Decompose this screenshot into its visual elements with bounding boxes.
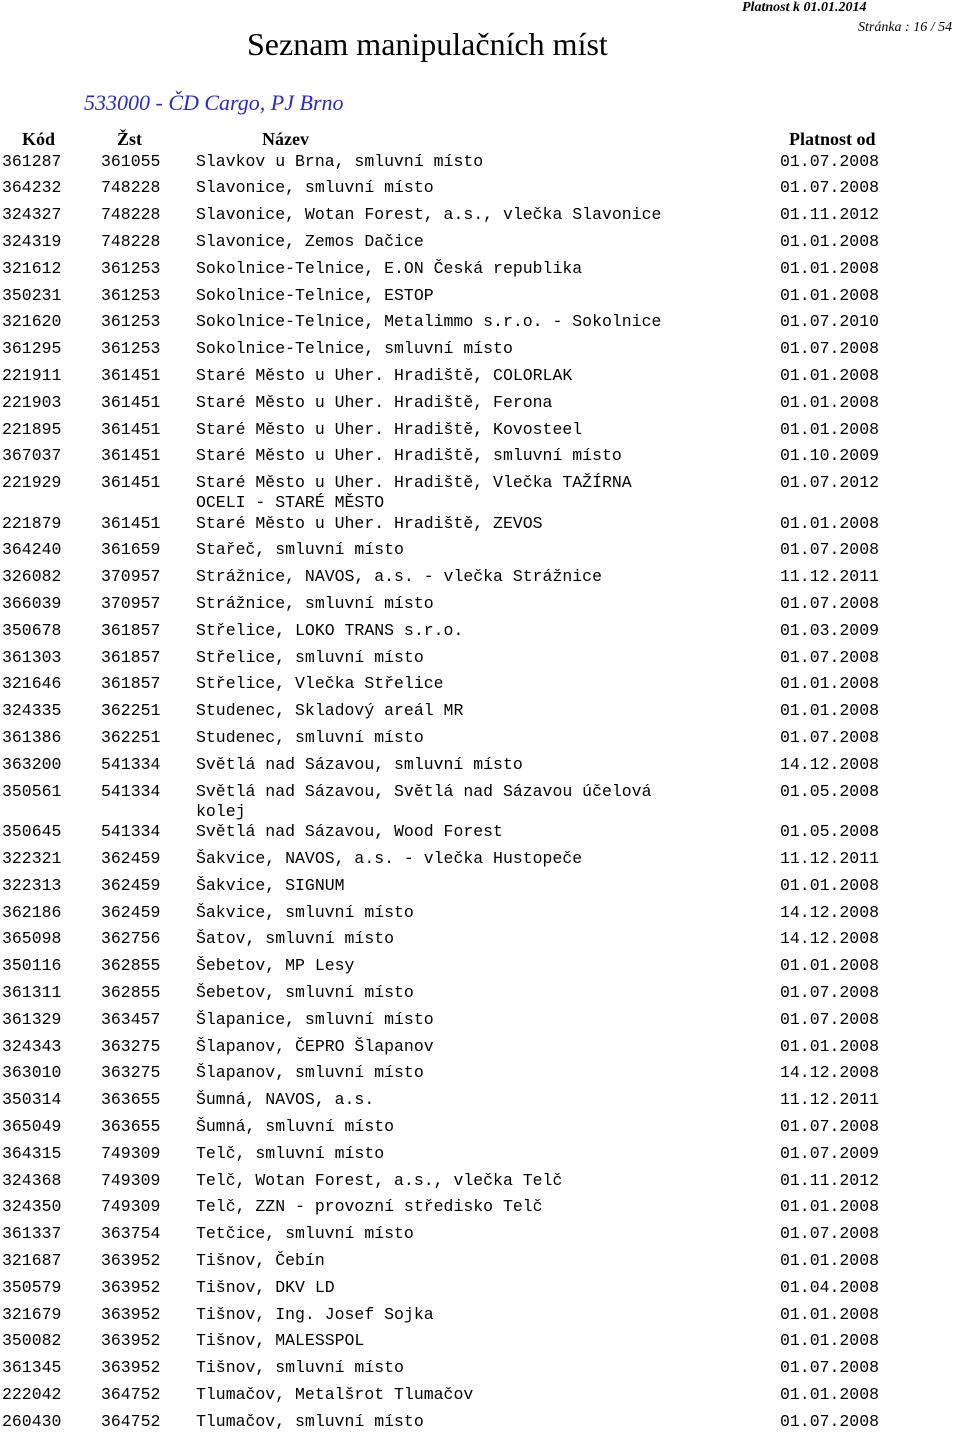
cell-nazev: Slavonice, smluvní místo: [196, 178, 434, 198]
cell-zst: 361253: [101, 258, 161, 278]
cell-zst: 748228: [101, 178, 161, 198]
cell-kod: 322313: [2, 875, 62, 895]
cell-platnost: 01.07.2008: [780, 982, 880, 1002]
cell-nazev: Tetčice, smluvní místo: [196, 1224, 414, 1244]
cell-zst: 363952: [101, 1358, 161, 1378]
cell-kod: 365049: [2, 1116, 62, 1136]
cell-zst: 748228: [101, 205, 161, 225]
cell-kod: 350579: [2, 1277, 62, 1297]
cell-platnost: 01.07.2009: [780, 1143, 880, 1163]
cell-zst: 363275: [101, 1063, 161, 1083]
cell-nazev: Studenec, smluvní místo: [196, 728, 424, 747]
cell-zst: 364752: [101, 1384, 161, 1404]
cell-kod: 324368: [2, 1170, 62, 1190]
cell-platnost: 01.10.2009: [780, 446, 880, 466]
cell-nazev: Tišnov, Ing. Josef Sojka: [196, 1304, 434, 1324]
cell-kod: 367037: [2, 446, 62, 466]
cell-nazev: Stařeč, smluvní místo: [196, 540, 404, 560]
cell-kod: 321679: [2, 1304, 62, 1324]
cell-kod: 350645: [2, 822, 62, 842]
cell-kod: 324350: [2, 1197, 62, 1217]
cell-platnost: 01.07.2008: [780, 1224, 880, 1244]
cell-zst: 541334: [101, 781, 161, 801]
cell-platnost: 01.01.2008: [780, 419, 880, 439]
cell-zst: 363655: [101, 1116, 161, 1136]
cell-zst: 363952: [101, 1277, 161, 1297]
cell-nazev: Šlapanov, smluvní místo: [196, 1063, 424, 1083]
cell-kod: 221879: [2, 513, 62, 533]
cell-zst: 363655: [101, 1090, 161, 1110]
column-header-zst: Žst: [117, 129, 143, 149]
cell-zst: 363952: [101, 1250, 161, 1270]
cell-zst: 362459: [101, 902, 161, 922]
cell-kod: 361287: [2, 151, 62, 171]
cell-kod: 361295: [2, 339, 62, 359]
cell-zst: 541334: [101, 754, 161, 774]
cell-zst: 362459: [101, 848, 161, 868]
cell-platnost: 01.07.2008: [780, 594, 880, 613]
cell-zst: 370957: [101, 567, 161, 587]
cell-nazev: Sokolnice-Telnice, smluvní místo: [196, 339, 513, 359]
page-number: Stránka : 16 / 54: [858, 20, 953, 35]
cell-nazev: Tišnov, DKV LD: [196, 1277, 335, 1297]
cell-platnost: 01.01.2008: [780, 1197, 880, 1217]
cell-platnost: 01.07.2008: [780, 1009, 880, 1029]
cell-nazev: Světlá nad Sázavou, Světlá nad Sázavou účelová kolej: [196, 781, 652, 821]
cell-platnost: 01.01.2008: [780, 392, 880, 412]
cell-nazev: Tišnov, smluvní místo: [196, 1358, 404, 1378]
cell-kod: 364240: [2, 540, 62, 560]
cell-platnost: 11.12.2011: [780, 1090, 880, 1110]
cell-kod: 366039: [2, 594, 62, 613]
cell-platnost: 01.05.2008: [780, 781, 880, 801]
cell-zst: 361451: [101, 446, 161, 466]
cell-kod: 350231: [2, 285, 62, 305]
cell-nazev: Světlá nad Sázavou, smluvní místo: [196, 754, 523, 774]
cell-platnost: 01.07.2008: [780, 151, 880, 171]
cell-kod: 260430: [2, 1411, 62, 1431]
cell-nazev: Šakvice, SIGNUM: [196, 875, 345, 895]
cell-platnost: 01.05.2008: [780, 822, 880, 842]
cell-nazev: Slavkov u Brna, smluvní místo: [196, 151, 484, 171]
cell-platnost: 01.03.2009: [780, 620, 880, 640]
cell-platnost: 01.01.2008: [780, 1384, 880, 1404]
cell-zst: 361451: [101, 392, 161, 412]
cell-zst: 362756: [101, 929, 161, 949]
cell-nazev: Sokolnice-Telnice, ESTOP: [196, 285, 434, 305]
cell-nazev: Šebetov, MP Lesy: [196, 956, 355, 976]
cell-kod: 221911: [2, 365, 62, 385]
cell-platnost: 01.01.2008: [780, 365, 880, 385]
cell-zst: 362855: [101, 982, 161, 1002]
cell-zst: 363457: [101, 1009, 161, 1029]
cell-kod: 365098: [2, 929, 62, 949]
cell-nazev: Staré Město u Uher. Hradiště, smluvní místo: [196, 446, 622, 466]
cell-platnost: 01.01.2008: [780, 674, 880, 694]
cell-platnost: 01.07.2008: [780, 1358, 880, 1378]
cell-nazev: Šakvice, smluvní místo: [196, 902, 414, 922]
organization-heading: 533000 - ČD Cargo, PJ Brno: [84, 90, 344, 115]
cell-zst: 361451: [101, 365, 161, 385]
cell-kod: 221895: [2, 419, 62, 439]
column-header-platnost: Platnost od: [789, 129, 876, 149]
cell-nazev: Světlá nad Sázavou, Wood Forest: [196, 822, 503, 842]
cell-zst: 361451: [101, 473, 161, 493]
cell-zst: 370957: [101, 594, 161, 613]
cell-platnost: 01.01.2008: [780, 1331, 880, 1351]
cell-kod: 362186: [2, 902, 62, 922]
cell-platnost: 14.12.2008: [780, 754, 880, 774]
cell-nazev: Šakvice, NAVOS, a.s. - vlečka Hustopeče: [196, 848, 583, 868]
page-title: Seznam manipulačních míst: [247, 26, 608, 62]
cell-kod: 324335: [2, 701, 62, 721]
cell-zst: 362855: [101, 956, 161, 976]
cell-zst: 364752: [101, 1411, 161, 1431]
cell-zst: 363952: [101, 1331, 161, 1351]
cell-nazev: Staré Město u Uher. Hradiště, COLORLAK: [196, 365, 573, 385]
cell-platnost: 01.07.2008: [780, 1411, 880, 1431]
cell-zst: 362251: [101, 701, 161, 721]
cell-platnost: 14.12.2008: [780, 929, 880, 949]
cell-kod: 222042: [2, 1384, 62, 1404]
cell-nazev: Strážnice, smluvní místo: [196, 594, 434, 613]
cell-kod: 326082: [2, 567, 62, 587]
cell-nazev: Střelice, Vlečka Střelice: [196, 674, 444, 694]
cell-zst: 363754: [101, 1224, 161, 1244]
cell-platnost: 01.07.2008: [780, 540, 880, 560]
cell-zst: 361253: [101, 285, 161, 305]
cell-kod: 321687: [2, 1250, 62, 1270]
cell-nazev: Šebetov, smluvní místo: [196, 982, 414, 1002]
cell-nazev: Šatov, smluvní místo: [196, 929, 395, 949]
cell-kod: 350314: [2, 1090, 62, 1110]
cell-zst: 361451: [101, 513, 161, 533]
cell-kod: 324319: [2, 231, 62, 251]
cell-zst: 363952: [101, 1304, 161, 1324]
cell-nazev: Sokolnice-Telnice, Metalimmo s.r.o. - Sokolnice: [196, 312, 662, 332]
cell-nazev: Strážnice, NAVOS, a.s. - vlečka Strážnice: [196, 567, 602, 587]
cell-kod: 321646: [2, 674, 62, 694]
cell-platnost: 01.01.2008: [780, 1304, 880, 1324]
cell-platnost: 01.07.2008: [780, 647, 880, 667]
cell-platnost: 01.01.2008: [780, 701, 880, 721]
cell-kod: 221903: [2, 392, 62, 412]
cell-kod: 321620: [2, 312, 62, 332]
cell-platnost: 01.07.2012: [780, 473, 880, 493]
validity-date: Platnost k 01.01.2014: [742, 0, 867, 15]
cell-platnost: 11.12.2011: [780, 567, 880, 587]
cell-platnost: 01.07.2008: [780, 339, 880, 359]
cell-kod: 324327: [2, 205, 62, 225]
cell-nazev: Telč, smluvní místo: [196, 1143, 385, 1163]
cell-kod: 350561: [2, 781, 62, 801]
cell-kod: 363200: [2, 754, 62, 774]
cell-nazev: Šumná, NAVOS, a.s.: [196, 1090, 375, 1110]
cell-platnost: 01.07.2010: [780, 312, 880, 332]
cell-kod: 361345: [2, 1358, 62, 1378]
cell-nazev: Tišnov, Čebín: [196, 1250, 325, 1270]
cell-nazev: Tlumačov, Metalšrot Tlumačov: [196, 1384, 474, 1404]
cell-platnost: 14.12.2008: [780, 1063, 880, 1083]
cell-nazev: Studenec, Skladový areál MR: [196, 701, 464, 721]
cell-kod: 361386: [2, 728, 62, 747]
cell-kod: 361337: [2, 1224, 62, 1244]
cell-zst: 361451: [101, 419, 161, 439]
cell-kod: 350082: [2, 1331, 62, 1351]
cell-nazev: Staré Město u Uher. Hradiště, Vlečka TAŽÍRNA OCELI - STARÉ MĚSTO: [196, 473, 632, 513]
cell-nazev: Slavonice, Zemos Dačice: [196, 231, 424, 251]
cell-zst: 748228: [101, 231, 161, 251]
cell-zst: 361253: [101, 339, 161, 359]
cell-kod: 324343: [2, 1036, 62, 1056]
cell-zst: 361857: [101, 620, 161, 640]
cell-platnost: 01.01.2008: [780, 258, 880, 278]
cell-platnost: 01.01.2008: [780, 513, 880, 533]
cell-platnost: 01.07.2008: [780, 1116, 880, 1136]
cell-zst: 361857: [101, 647, 161, 667]
cell-platnost: 14.12.2008: [780, 902, 880, 922]
column-header-kod: Kód: [22, 129, 56, 149]
cell-kod: 361311: [2, 982, 62, 1002]
cell-nazev: Střelice, LOKO TRANS s.r.o.: [196, 620, 464, 640]
cell-zst: 361055: [101, 151, 161, 171]
cell-kod: 221929: [2, 473, 62, 493]
cell-nazev: Sokolnice-Telnice, E.ON Česká republika: [196, 258, 583, 278]
cell-kod: 364232: [2, 178, 62, 198]
cell-kod: 361303: [2, 647, 62, 667]
cell-zst: 362459: [101, 875, 161, 895]
cell-nazev: Staré Město u Uher. Hradiště, ZEVOS: [196, 513, 543, 533]
cell-platnost: 01.01.2008: [780, 231, 880, 251]
cell-nazev: Staré Město u Uher. Hradiště, Ferona: [196, 392, 553, 412]
cell-nazev: Slavonice, Wotan Forest, a.s., vlečka Slavonice: [196, 205, 662, 225]
cell-kod: 350678: [2, 620, 62, 640]
cell-zst: 749309: [101, 1170, 161, 1190]
cell-zst: 361857: [101, 674, 161, 694]
cell-zst: 541334: [101, 822, 161, 842]
cell-nazev: Tišnov, MALESSPOL: [196, 1331, 365, 1351]
cell-nazev: Telč, ZZN - provozní středisko Telč: [196, 1197, 543, 1217]
column-header-nazev: Název: [262, 129, 309, 149]
cell-nazev: Telč, Wotan Forest, a.s., vlečka Telč: [196, 1170, 563, 1190]
cell-nazev: Tlumačov, smluvní místo: [196, 1411, 424, 1431]
cell-kod: 361329: [2, 1009, 62, 1029]
cell-platnost: 01.07.2008: [780, 728, 880, 747]
cell-zst: 362251: [101, 728, 161, 747]
cell-kod: 321612: [2, 258, 62, 278]
cell-platnost: 01.01.2008: [780, 1036, 880, 1056]
cell-nazev: Šlapanice, smluvní místo: [196, 1009, 434, 1029]
cell-kod: 322321: [2, 848, 62, 868]
cell-nazev: Staré Město u Uher. Hradiště, Kovosteel: [196, 419, 583, 439]
cell-kod: 350116: [2, 956, 62, 976]
cell-kod: 364315: [2, 1143, 62, 1163]
cell-zst: 361659: [101, 540, 161, 560]
cell-platnost: 01.04.2008: [780, 1277, 880, 1297]
cell-zst: 749309: [101, 1197, 161, 1217]
cell-platnost: 01.01.2008: [780, 875, 880, 895]
cell-platnost: 01.01.2008: [780, 956, 880, 976]
cell-nazev: Šumná, smluvní místo: [196, 1116, 395, 1136]
cell-nazev: Šlapanov, ČEPRO Šlapanov: [196, 1036, 434, 1056]
cell-platnost: 01.07.2008: [780, 178, 880, 198]
cell-platnost: 01.01.2008: [780, 285, 880, 305]
cell-zst: 749309: [101, 1143, 161, 1163]
cell-zst: 363275: [101, 1036, 161, 1056]
cell-platnost: 01.11.2012: [780, 1170, 880, 1190]
cell-platnost: 01.11.2012: [780, 205, 880, 225]
cell-platnost: 01.01.2008: [780, 1250, 880, 1270]
cell-nazev: Střelice, smluvní místo: [196, 647, 424, 667]
cell-zst: 361253: [101, 312, 161, 332]
cell-platnost: 11.12.2011: [780, 848, 880, 868]
cell-kod: 363010: [2, 1063, 62, 1083]
